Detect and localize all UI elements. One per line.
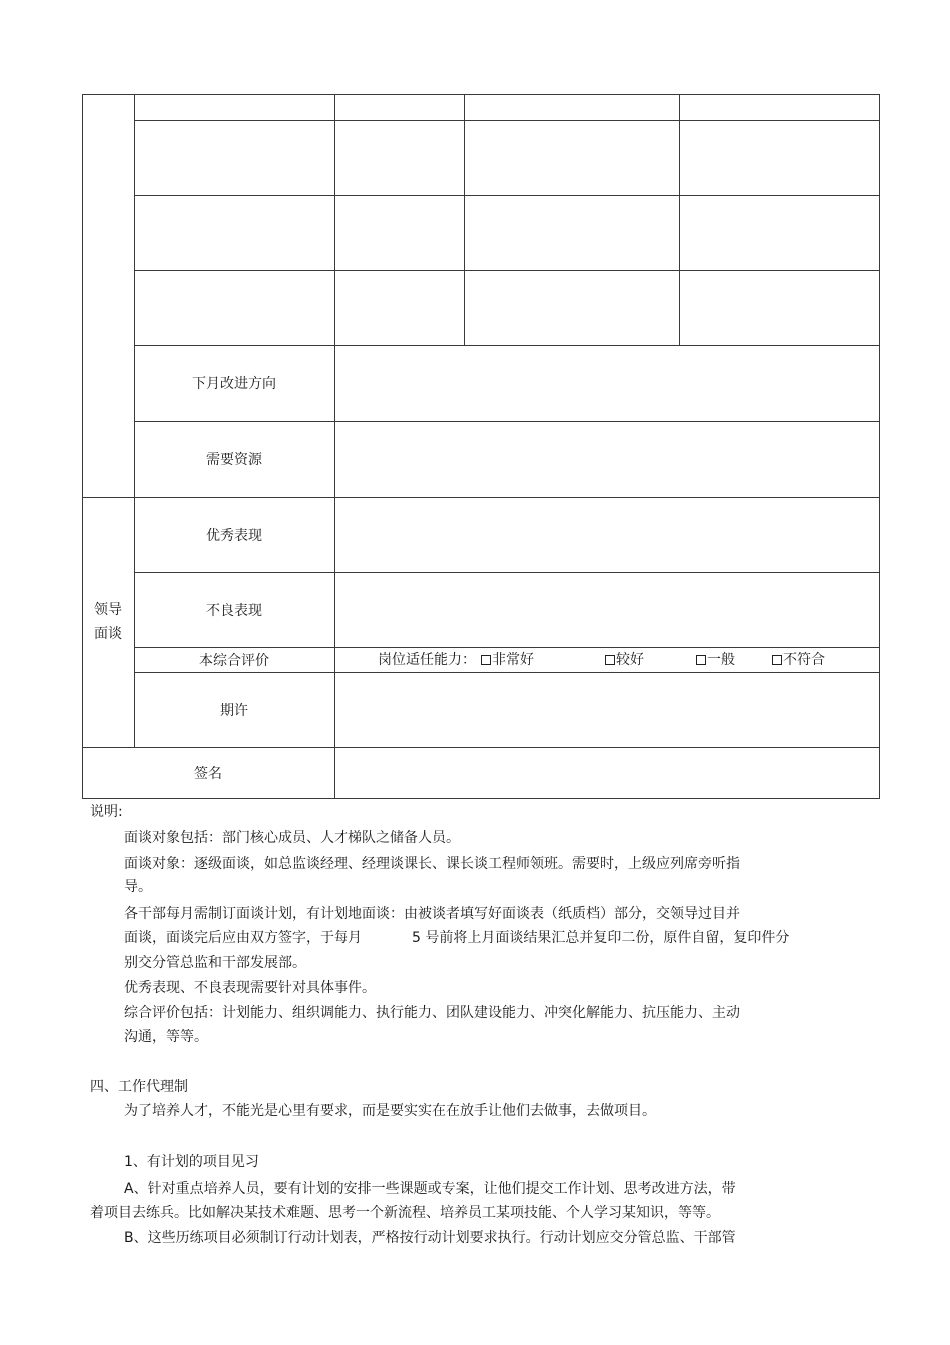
option-not-suitable-label: 不符合 bbox=[783, 652, 825, 668]
note-line: 5 号前将上月面谈结果汇总并复印二份，原件自留，复印件分 bbox=[412, 930, 790, 946]
note-line: 各干部每月需制订面谈计划，有计划地面谈：由被谈者填写好面谈表（纸质档）部分，交领导过目并 bbox=[124, 906, 740, 922]
table-border-top bbox=[82, 94, 880, 95]
section-intro: 为了培养人才，不能光是心里有要求，而是要实实在在放手让他们去做事，去做项目。 bbox=[124, 1103, 656, 1119]
note-line: 优秀表现、不良表现需要针对具体事件。 bbox=[124, 980, 376, 996]
required-resources-label: 需要资源 bbox=[206, 452, 262, 468]
poor-performance-label: 不良表现 bbox=[206, 602, 262, 619]
section-title: 四、工作代理制 bbox=[90, 1079, 188, 1095]
empty-cell[interactable] bbox=[465, 121, 679, 195]
required-resources-field[interactable] bbox=[335, 422, 879, 497]
note-line: 沟通，等等。 bbox=[124, 1029, 208, 1045]
leader-interview-label-line1: 领导 bbox=[94, 602, 122, 618]
table-border-right bbox=[879, 94, 880, 799]
improve-direction-field[interactable] bbox=[335, 346, 879, 421]
note-line: 导。 bbox=[124, 879, 152, 895]
table-border-bottom bbox=[82, 798, 880, 799]
checkbox-icon bbox=[481, 655, 491, 665]
signature-label: 签名 bbox=[194, 765, 222, 782]
ability-label: 岗位适任能力： bbox=[378, 652, 476, 668]
checkbox-icon bbox=[696, 655, 706, 665]
note-line: 面谈对象：逐级面谈，如总监谈经理、经理谈课长、课长谈工程师领班。需要时，上级应列席旁听指 bbox=[124, 856, 740, 872]
row-line bbox=[134, 270, 880, 271]
option-average[interactable] bbox=[696, 650, 735, 670]
option-good-label: 较好 bbox=[616, 652, 644, 668]
subsection-title: 1、有计划的项目见习 bbox=[124, 1154, 259, 1170]
empty-cell[interactable] bbox=[135, 121, 334, 195]
improve-direction-label: 下月改进方向 bbox=[192, 376, 276, 392]
row-line bbox=[134, 195, 880, 196]
note-line: 面谈对象包括：部门核心成员、人才梯队之储备人员。 bbox=[124, 830, 460, 846]
note-line: 面谈，面谈完后应由双方签字，于每月 bbox=[124, 930, 362, 946]
poor-performance-field[interactable] bbox=[335, 573, 879, 647]
leader-interview-label-line2: 面谈 bbox=[94, 626, 122, 642]
option-good[interactable] bbox=[605, 650, 644, 670]
option-very-good[interactable] bbox=[481, 650, 534, 670]
empty-cell[interactable] bbox=[680, 121, 879, 195]
overall-evaluation-label: 本综合评价 bbox=[199, 652, 269, 669]
paragraph-b-line1: B、这些历练项目必须制订行动计划表，严格按行动计划要求执行。行动计划应交分管总监、干部管 bbox=[124, 1230, 736, 1246]
note-line: 别交分管总监和干部发展部。 bbox=[124, 955, 306, 971]
paragraph-a-line2: 着项目去练兵。比如解决某技术难题、思考一个新流程、培养员工某项技能、个人学习某知识，等等。 bbox=[90, 1205, 720, 1221]
checkbox-icon bbox=[605, 655, 615, 665]
excellent-performance-label: 优秀表现 bbox=[206, 527, 262, 544]
empty-cell[interactable] bbox=[335, 121, 464, 195]
expectation-label: 期许 bbox=[220, 702, 248, 719]
option-not-suitable[interactable] bbox=[772, 650, 825, 670]
option-average-label: 一般 bbox=[707, 652, 735, 668]
paragraph-a-line1: A、针对重点培养人员，要有计划的安排一些课题或专案，让他们提交工作计划、思考改进方法，带 bbox=[124, 1181, 736, 1197]
signature-field[interactable] bbox=[335, 748, 879, 798]
note-line: 综合评价包括：计划能力、组织调能力、执行能力、团队建设能力、冲突化解能力、抗压能力、主动 bbox=[124, 1005, 740, 1021]
option-very-good-label: 非常好 bbox=[492, 652, 534, 668]
excellent-performance-field[interactable] bbox=[335, 498, 879, 572]
expectation-field[interactable] bbox=[335, 673, 879, 747]
notes-heading: 说明: bbox=[90, 804, 123, 820]
checkbox-icon bbox=[772, 655, 782, 665]
leader-interview-section-label bbox=[82, 497, 134, 747]
